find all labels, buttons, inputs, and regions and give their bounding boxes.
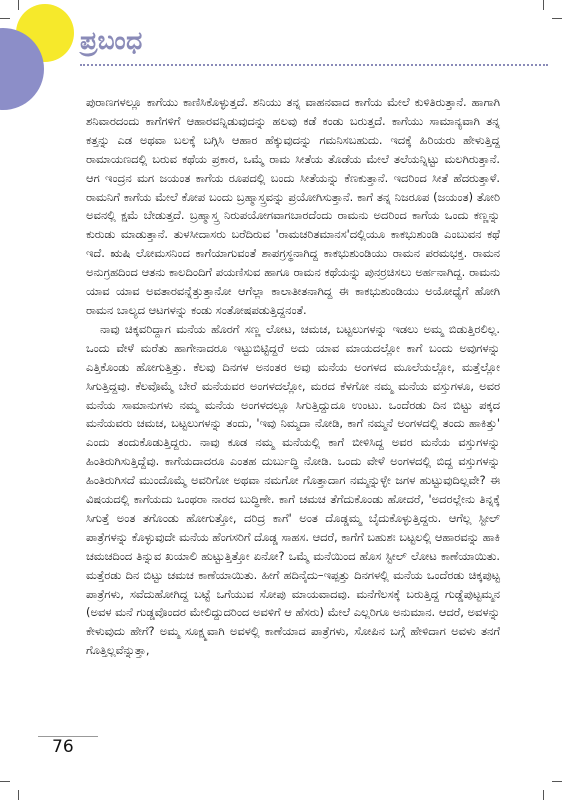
crop-mark bbox=[18, 790, 19, 800]
page-number: 76 bbox=[52, 737, 74, 757]
paragraph: ಪುರಾಣಗಳಲ್ಲೂ ಕಾಗೆಯು ಕಾಣಿಸಿಕೊಳ್ಳುತ್ತದೆ. ಶನಿಯು ತನ್ನ ವಾಹನವಾದ ಕಾಗೆಯ ಮೇಲೆ ಕುಳಿತಿರುತ್ತಾನೆ. ಹಾಗಾಗಿ ಶನಿವಾರದಂದು ಕಾಗೆಗಳಿಗೆ ಆಹಾರವನ್ನಿಡುವುದನ್ನು ಹಲವು ಕಡೆ ಕಂಡು ಬರುತ್ತದೆ. ಕಾಗೆಯು ಸಾಮಾನ್ಯವಾಗಿ ತನ್ನ ಕತ್ತನ್ನು ಎಡ ಅಥವಾ ಬಲಕ್ಕೆ ಬಗ್ಗಿಸಿ ಆಹಾರ ಹೆಕ್ಕುವುದನ್ನು ಗಮನಿಸಬಹುದು. ಇದಕ್ಕೆ ಹಿರಿಯರು ಹೇಳುತ್ತಿದ್ದ ರಾಮಾಯಣದಲ್ಲಿ ಬರುವ ಕಥೆಯ ಪ್ರಕಾರ, ಒಮ್ಮೆ ರಾಮ ಸೀತೆಯ ತೊಡೆಯ ಮೇಲೆ ತಲೆಯನ್ನಿಟ್ಟು ಮಲಗಿರುತ್ತಾನೆ. ಆಗ ಇಂದ್ರನ ಮಗ ಜಯಂತ ಕಾಗೆಯ ರೂಪದಲ್ಲಿ ಬಂದು ಸೀತೆಯನ್ನು ಕೆಣಕುತ್ತಾನೆ. ಇದರಿಂದ ಸೀತೆ ಹೆದರುತ್ತಾಳೆ. ರಾಮನಿಗೆ ಕಾಗೆಯ ಮೇಲೆ ಕೋಪ ಬಂದು ಬ್ರಹ್ಮಾಸ್ತ್ರವನ್ನು ಪ್ರಯೋಗಿಸುತ್ತಾನೆ. ಕಾಗೆ ತನ್ನ ನಿಜರೂಪ (ಜಯಂತ) ತೋರಿ ಅವನಲ್ಲಿ ಕ್ಷಮೆ ಬೇಡುತ್ತದೆ. ಬ್ರಹ್ಮಾಸ್ತ್ರ ನಿರುಪಯೋಗವಾಗಬಾರದೆಂದು ರಾಮನು ಅದರಿಂದ ಕಾಗೆಯ ಒಂದು ಕಣ್ಣನ್ನು ಕುರುಡು ಮಾಡುತ್ತಾನೆ. ತುಳಸೀದಾಸರು ಬರೆದಿರುವ 'ರಾಮಚರಿತಮಾನಸ'ದಲ್ಲಿಯೂ ಕಾಕಭುಶುಂಡಿ ಎಂಬುವನ ಕಥೆ ಇದೆ. ಋಷಿ ಲೋಮಸನಿಂದ ಕಾಗೆಯಾಗುವಂತೆ ಶಾಪಗ್ರಸ್ಥನಾಗಿದ್ದ ಕಾಕಭುಶುಂಡಿಯು ರಾಮನ ಪರಮಭಕ್ತ. ರಾಮನ ಅನುಗ್ರಹದಿಂದ ಆತನು ಕಾಲದಿಂದಿಗೆ ಪಯಣಿಸುವ ಹಾಗೂ ರಾಮನ ಕಥೆಯನ್ನು ಪುನರ್ರಚಿಸಲು ಅರ್ಹನಾಗಿದ್ದ. ರಾಮನು ಯಾವ ಯಾವ ಅವತಾರವನ್ನೆತ್ತುತ್ತಾನೋ ಆಗೆಲ್ಲಾ ಕಾಲಾತೀತನಾಗಿದ್ದ ಈ ಕಾಕಭುಶುಂಡಿಯು ಅಯೋಧ್ಯೆಗೆ ಹೋಗಿ ರಾಮನ ಬಾಲ್ಯದ ಆಟಗಳನ್ನು ಕಂಡು ಸಂತೋಷಪಡುತ್ತಿದ್ದನಂತೆ. bbox=[86, 95, 500, 317]
crop-mark bbox=[543, 790, 544, 800]
paragraph: ನಾವು ಚಿಕ್ಕವರಿದ್ದಾಗ ಮನೆಯ ಹೊರಗೆ ಸಣ್ಣ ಲೋಟ, ಚಮಚ, ಬಟ್ಟಲುಗಳನ್ನು ಇಡಲು ಅಮ್ಮ ಬಿಡುತ್ತಿರಲಿಲ್ಲ. ಒಂದು ವೇಳೆ ಮರೆತು ಹಾಗೇನಾದರೂ ಇಟ್ಟುಬಿಟ್ಟಿದ್ದರೆ ಅದು ಯಾವ ಮಾಯದಲ್ಲೋ ಕಾಗೆ ಬಂದು ಅವುಗಳನ್ನು ಎತ್ತಿಕೊಂಡು ಹೋಗುತ್ತಿತ್ತು. ಕೆಲವು ದಿನಗಳ ಅನಂತರ ಅವು ಮನೆಯ ಅಂಗಳದ ಮೂಲೆಯಲ್ಲೋ, ಮತ್ತೆಲ್ಲೋ ಸಿಗುತ್ತಿದ್ದವು. ಕೆಲವೊಮ್ಮೆ ಬೇರೆ ಮನೆಯವರ ಅಂಗಳದಲ್ಲೋ, ಮರದ ಕೆಳಗೋ ನಮ್ಮ ಮನೆಯ ವಸ್ತುಗಳೂ, ಅವರ ಮನೆಯ ಸಾಮಾನುಗಳು ನಮ್ಮ ಮನೆಯ ಅಂಗಳದಲ್ಲೂ ಸಿಗುತ್ತಿದ್ದುದೂ ಉಂಟು. ಒಂದೆರಡು ದಿನ ಬಿಟ್ಟು ಪಕ್ಕದ ಮನೆಯವರು ಚಮಚ, ಬಟ್ಟಲುಗಳನ್ನು ತಂದು, 'ಇವು ನಿಮ್ಮದಾ ನೋಡಿ, ಕಾಗೆ ನಮ್ಮನೆ ಅಂಗಳದಲ್ಲಿ ತಂದು ಹಾಕಿತ್ತು' ಎಂದು ತಂದುಕೊಡುತ್ತಿದ್ದರು. ನಾವು ಕೂಡ ನಮ್ಮ ಮನೆಯಲ್ಲಿ ಕಾಗೆ ಬೀಳಿಸಿದ್ದ ಅವರ ಮನೆಯ ವಸ್ತುಗಳನ್ನು ಹಿಂತಿರುಗಿಸುತ್ತಿದ್ದೆವು. ಕಾಗೆಯದಾದರೂ ಎಂತಹ ದುರ್ಬುದ್ಧಿ ನೋಡಿ. ಒಂದು ವೇಳೆ ಅಂಗಳದಲ್ಲಿ ಬಿದ್ದ ವಸ್ತುಗಳನ್ನು ಹಿಂತಿರುಗಿಸದೆ ಮುಂದೊಮ್ಮೆ ಅವರಿಗೋ ಅಥವಾ ನಮಗೋ ಗೊತ್ತಾದಾಗ ನಮ್ಮನ್ನುಳ್ಳೇ ಜಗಳ ಹುಟ್ಟುವುದಿಲ್ಲವೇ? ಈ ವಿಷಯದಲ್ಲಿ ಕಾಗೆಯದು ಒಂಥರಾ ನಾರದ ಬುದ್ಧಿಣೇ. ಕಾಗೆ ಚಮಚ ತೆಗೆದುಕೊಂಡು ಹೋದರೆ, 'ಅದರಲ್ಲೇನು ತಿನ್ನಕ್ಕೆ ಸಿಗುತ್ತೆ ಅಂತ ತಗೊಂಡು ಹೋಗುತ್ತೋ, ದರಿದ್ರ ಕಾಗೆ' ಅಂತ ದೊಡ್ಡಮ್ಮ ಬೈದುಕೊಳ್ಳುತ್ತಿದ್ದರು. ಆಗೆಲ್ಲ ಸ್ಟೀಲ್ ಪಾತ್ರೆಗಳನ್ನು ಕೊಳ್ಳುವುದೇ ಮನೆಯ ಹೆಂಗಸರಿಗೆ ದೊಡ್ಡ ಸಾಹಸ. ಆದರೆ, ಕಾಗೆಗೆ ಬಹುಶಃ ಬಟ್ಟಲಲ್ಲಿ ಆಹಾರವನ್ನು ಹಾಕಿ ಚಮಚದಿಂದ ತಿನ್ನುವ ಖಯಾಲಿ ಹುಟ್ಟುತ್ತಿತ್ತೋ ಏನೋ? ಒಮ್ಮೆ ಮನೆಯಿಂದ ಹೊಸ ಸ್ಟೀಲ್ ಲೋಟ ಕಾಣೆಯಾಯಿತು. ಮತ್ತೆರಡು ದಿನ ಬಿಟ್ಟು ಚಮಚ ಕಾಣೆಯಾಯಿತು. ಹೀಗೆ ಹದಿನೈದು–ಇಪ್ಪತ್ತು ದಿನಗಳಲ್ಲಿ ಮನೆಯ ಒಂದೆರಡು ಚಿಕ್ಕಪುಟ್ಟ ಪಾತ್ರೆಗಳು, ಸವೆದುಹೋಗಿದ್ದ ಬಟ್ಟೆ ಒಗೆಯುವ ಸೋಪು ಮಾಯವಾದವು. ಮನೆಗೆಲಸಕ್ಕೆ ಬರುತ್ತಿದ್ದ ಗುಡ್ಡೆಪುಟ್ಟಮ್ಮನ (ಅವಳ ಮನೆ ಗುಡ್ಡವೊಂದರ ಮೇಲಿದ್ದುದರಿಂದ ಅವಳಿಗೆ ಆ ಹೆಸರು) ಮೇಲೆ ಎಲ್ಲರಿಗೂ ಅನುಮಾನ. ಆದರೆ, ಅವಳನ್ನು ಕೇಳುವುದು ಹೇಗೆ? ಅಮ್ಮ ಸೂಕ್ಷ್ಮವಾಗಿ ಅವಳಲ್ಲಿ ಕಾಣೆಯಾದ ಪಾತ್ರೆಗಳು, ಸೋಪಿನ ಬಗ್ಗೆ ಹೇಳಿದಾಗ ಅವಳು ತನಗೆ ಗೊತ್ತಿಲ್ಲವೆನ್ನುತ್ತಾ, bbox=[86, 321, 500, 658]
section-title: ಪ್ರಬಂಧ bbox=[80, 26, 143, 55]
crop-mark bbox=[18, 0, 19, 10]
crop-mark bbox=[0, 781, 10, 782]
header-dotted-rule bbox=[80, 64, 548, 66]
crop-mark bbox=[543, 0, 544, 10]
article-body bbox=[86, 93, 500, 660]
crop-mark bbox=[552, 781, 562, 782]
crop-mark bbox=[0, 18, 10, 19]
crop-mark bbox=[552, 18, 562, 19]
